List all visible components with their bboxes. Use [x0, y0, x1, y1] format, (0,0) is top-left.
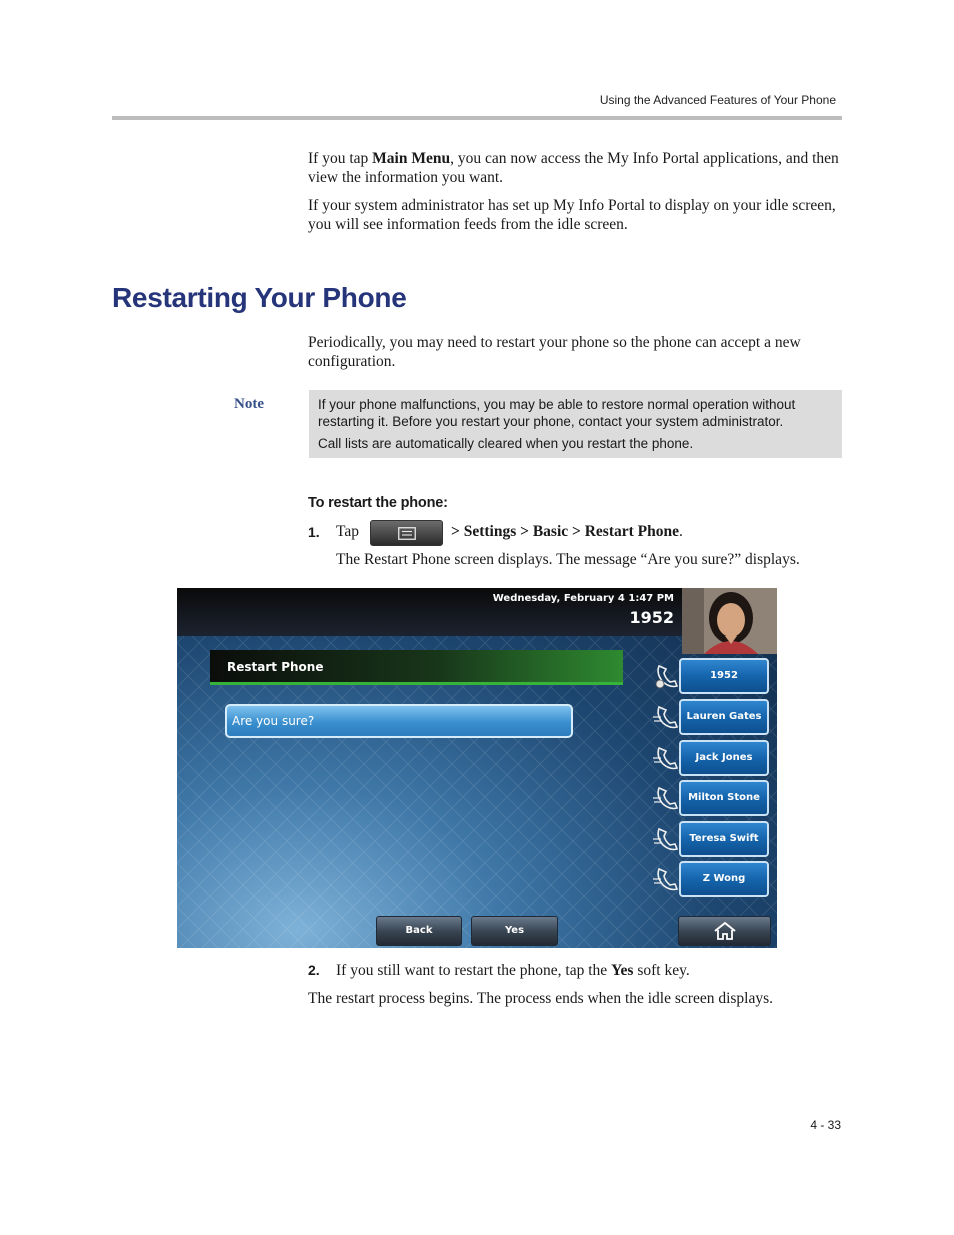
confirmation-prompt: Are you sure?: [225, 704, 573, 738]
note-label: Note: [234, 396, 264, 412]
handset-icon: [653, 703, 681, 731]
intro-p1-suffix: , you can now access the My Info Portal applications, and then view the information you want.: [308, 150, 839, 186]
line-key-jack-jones[interactable]: [679, 740, 770, 776]
home-icon: [713, 921, 737, 941]
back-soft-key[interactable]: Back: [376, 916, 462, 946]
handset-icon: [653, 865, 681, 893]
line-key-label: Z Wong: [679, 861, 769, 897]
intro-p1-prefix: If you tap: [308, 150, 373, 167]
menu-path-period: .: [678, 523, 683, 540]
extension-number: 1952: [629, 608, 674, 627]
note-paragraph-2: Call lists are automatically cleared when you restart the phone.: [318, 436, 694, 451]
note-paragraph-1: If your phone malfunctions, you may be able to restore normal operation without restarting it. Before you restart your phone, contact your system administrator.: [318, 397, 796, 429]
header-rule: [112, 116, 842, 120]
line-key-milton-stone[interactable]: [679, 780, 770, 816]
line-key-label: Teresa Swift: [679, 821, 769, 857]
line-key-1952[interactable]: [679, 658, 770, 694]
step-1-number: 1.: [308, 524, 320, 540]
section-title: Restarting Your Phone: [112, 282, 407, 313]
handset-icon: [653, 662, 681, 690]
phone-screenshot: [177, 588, 777, 948]
page-number: 4 - 33: [810, 1118, 841, 1132]
step-1-result: The Restart Phone screen displays. The message “Are you sure?” displays.: [336, 551, 800, 568]
line-key-label: Lauren Gates: [679, 699, 769, 735]
screen-title-bar: Restart Phone: [210, 650, 623, 685]
note-box: [309, 390, 842, 458]
line-key-lauren-gates[interactable]: [679, 699, 770, 735]
handset-icon: [653, 744, 681, 772]
step-2-text: [336, 961, 690, 980]
line-key-label: Milton Stone: [679, 780, 769, 816]
step-2-number: 2.: [308, 962, 320, 978]
running-header: Using the Advanced Features of Your Phone: [599, 93, 836, 107]
yes-soft-key[interactable]: Yes: [471, 916, 558, 946]
yes-term: Yes: [611, 962, 634, 979]
intro-paragraph-2: If your system administrator has set up My Info Portal to display on your idle screen, you will see information feeds from the idle screen.: [308, 197, 836, 233]
handset-icon: [653, 825, 681, 853]
line-key-label: Jack Jones: [679, 740, 769, 776]
menu-key-image: [370, 520, 443, 546]
user-photo: [682, 588, 777, 654]
section-intro: Periodically, you may need to restart your phone so the phone can accept a new configuration.: [308, 334, 801, 370]
procedure-heading: To restart the phone:: [308, 495, 448, 511]
date-time: Wednesday, February 4 1:47 PM: [492, 593, 674, 604]
menu-path: > Settings > Basic > Restart Phone: [451, 523, 679, 540]
line-key-z-wong[interactable]: [679, 861, 770, 897]
menu-icon: [398, 527, 416, 540]
line-key-teresa-swift[interactable]: [679, 821, 770, 857]
home-button[interactable]: [678, 916, 771, 946]
step-2-prefix: If you still want to restart the phone, tap the: [336, 962, 612, 979]
step-2-suffix: soft key.: [633, 962, 690, 979]
handset-icon: [653, 784, 681, 812]
conclusion-paragraph: The restart process begins. The process ends when the idle screen displays.: [308, 990, 774, 1007]
step-1-menu-path: [451, 522, 683, 541]
step-1-tap: Tap: [336, 523, 360, 540]
intro-paragraph-1: [308, 149, 844, 187]
main-menu-term: Main Menu: [372, 150, 451, 167]
line-key-label: 1952: [679, 658, 769, 694]
